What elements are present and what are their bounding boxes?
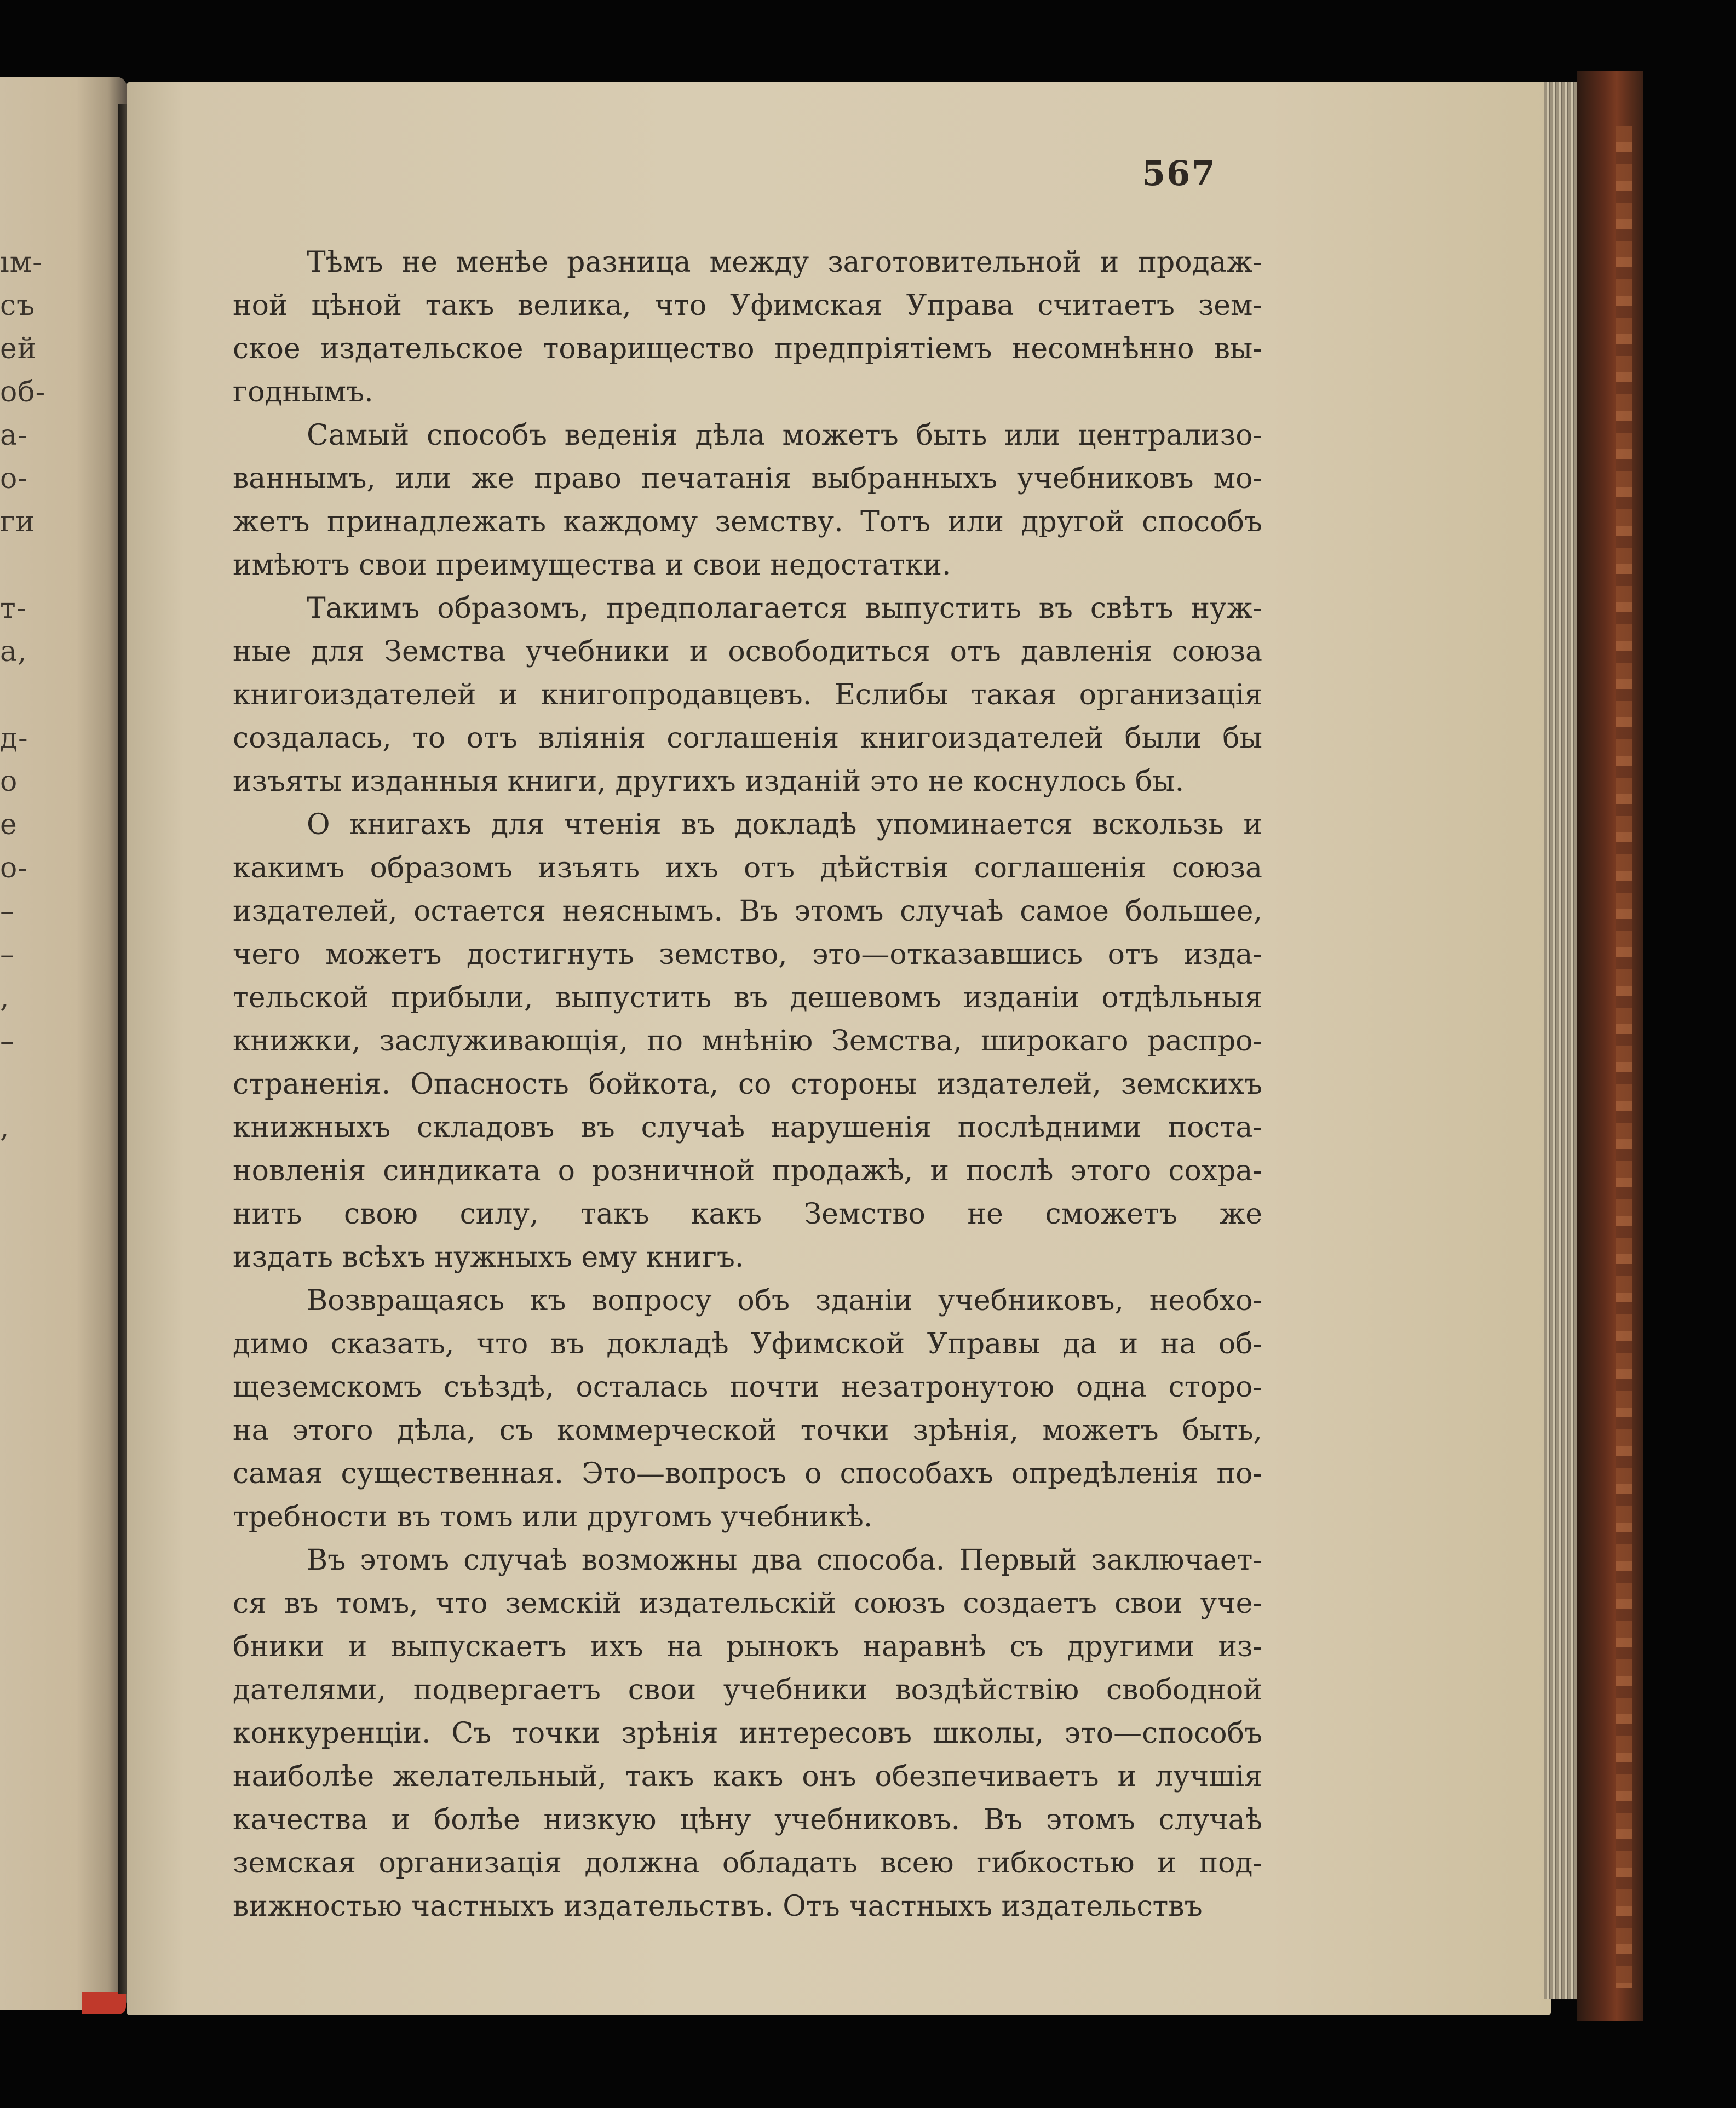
text-line: конкуренціи. Съ точки зрѣнія интересовъ школы, это—способъ (233, 1717, 1262, 1750)
text-line: вижностью частныхъ издательствъ. Отъ частныхъ издательствъ (233, 1890, 1203, 1923)
left-fragment: , (0, 981, 10, 1014)
paragraph (233, 1279, 1262, 1539)
text-line: дателями, подвергаетъ свои учебники воздѣйствію свободной (233, 1674, 1262, 1707)
left-fragment: д- (0, 722, 28, 755)
text-line: ся въ томъ, что земскій издательскій союзъ создаетъ свои уче- (233, 1587, 1262, 1620)
text-line: Тѣмъ не менѣе разница между заготовительной и продаж- (307, 246, 1262, 279)
text-line: Такимъ образомъ, предполагается выпустить въ свѣтъ нуж- (307, 592, 1262, 625)
text-line: новленія синдиката о розничной продажѣ, и послѣ этого сохра- (233, 1154, 1262, 1187)
text-line: годнымъ. (233, 376, 373, 409)
text-line: земская организація должна обладать всею гибкостью и под- (233, 1847, 1262, 1880)
text-line: качества и болѣе низкую цѣну учебниковъ. Въ этомъ случаѣ (233, 1803, 1262, 1836)
text-line: наиболѣе желательный, такъ какъ онъ обезпечиваетъ и лучшія (233, 1760, 1262, 1793)
left-facing-page (0, 77, 127, 2010)
red-page-edge (82, 1992, 126, 2014)
text-line: издателей, остается неяснымъ. Въ этомъ случаѣ самое большее, (233, 895, 1262, 928)
paragraph (233, 803, 1262, 1279)
text-line: издать всѣхъ нужныхъ ему книгъ. (233, 1241, 744, 1274)
left-fragment: о- (0, 462, 28, 495)
left-fragment: съ (0, 289, 36, 322)
paragraph (233, 587, 1262, 803)
left-fragment (0, 544, 55, 587)
text-line: книжныхъ складовъ въ случаѣ нарушенія послѣдними поста- (233, 1111, 1262, 1144)
text-line: ные для Земства учебники и освободиться отъ давленія союза (233, 635, 1262, 668)
book-cover (1577, 71, 1643, 2021)
left-page-text-fragments (0, 241, 55, 1150)
left-fragment (0, 1063, 55, 1106)
left-fragment: – (0, 938, 15, 971)
text-line: ной цѣной такъ велика, что Уфимская Управа считаетъ зем- (233, 289, 1262, 322)
left-fragment: ıм- (0, 246, 43, 279)
left-fragment (0, 674, 55, 717)
page-number: 567 (1142, 153, 1216, 193)
paragraph (233, 1539, 1262, 1928)
text-line: Въ этомъ случаѣ возможны два способа. Первый заключает- (307, 1544, 1262, 1577)
paragraph (233, 241, 1262, 414)
text-line: самая существенная. Это—вопросъ о способахъ опредѣленія по- (233, 1457, 1262, 1490)
left-fragment: а, (0, 635, 27, 668)
text-line: на этого дѣла, съ коммерческой точки зрѣнія, можетъ быть, (233, 1414, 1262, 1447)
left-fragment: а- (0, 419, 28, 452)
text-line: тельской прибыли, выпустить въ дешевомъ изданіи отдѣльныя (233, 981, 1262, 1014)
text-line: создалась, то отъ вліянія соглашенія книгоиздателей были бы (233, 722, 1262, 755)
paragraph (233, 414, 1262, 587)
text-line: какимъ образомъ изъять ихъ отъ дѣйствія соглашенія союза (233, 852, 1262, 884)
text-line: О книгахъ для чтенія въ докладѣ упоминается вскользь и (307, 808, 1262, 841)
text-line: нить свою силу, такъ какъ Земство не сможетъ же (233, 1198, 1262, 1231)
left-fragment: , (0, 1111, 10, 1144)
text-line: книжки, заслуживающія, по мнѣнію Земства, широкаго распро- (233, 1025, 1262, 1058)
left-fragment: ги (0, 506, 35, 538)
cover-binding (1616, 126, 1632, 1988)
text-line: Возвращаясь къ вопросу объ зданіи учебниковъ, необхо- (307, 1284, 1262, 1317)
text-line: жетъ принадлежать каждому земству. Тотъ или другой способъ (233, 506, 1262, 538)
text-line: изъяты изданныя книги, другихъ изданій это не коснулось бы. (233, 765, 1185, 798)
left-fragment: – (0, 895, 15, 928)
text-line: книгоиздателей и книгопродавцевъ. Еслибы такая организація (233, 679, 1262, 711)
text-line: ваннымъ, или же право печатанія выбранныхъ учебниковъ мо- (233, 462, 1262, 495)
left-fragment: о (0, 765, 18, 798)
text-line: бники и выпускаетъ ихъ на рынокъ наравнѣ съ другими из- (233, 1630, 1262, 1663)
left-fragment: о- (0, 852, 28, 884)
left-fragment: ей (0, 332, 37, 365)
text-line: требности въ томъ или другомъ учебникѣ. (233, 1501, 873, 1533)
text-line: щеземскомъ съѣздѣ, осталась почти незатронутою одна сторо- (233, 1371, 1262, 1404)
left-fragment: т- (0, 592, 27, 625)
text-line: имѣютъ свои преимущества и свои недостатки. (233, 549, 951, 582)
text-line: димо сказать, что въ докладѣ Уфимской Управы да и на об- (233, 1328, 1262, 1360)
left-fragment: об- (0, 376, 46, 409)
left-fragment: е (0, 808, 18, 841)
text-line: Самый способъ веденія дѣла можетъ быть или централизо- (307, 419, 1262, 452)
body-text (233, 241, 1262, 1928)
text-line: ское издательское товарищество предпріятіемъ несомнѣнно вы- (233, 332, 1262, 365)
page-edges (1544, 82, 1577, 1999)
text-line: чего можетъ достигнуть земство, это—отказавшись отъ изда- (233, 938, 1262, 971)
left-fragment: – (0, 1025, 15, 1058)
text-line: страненія. Опасность бойкота, со стороны издателей, земскихъ (233, 1068, 1262, 1101)
